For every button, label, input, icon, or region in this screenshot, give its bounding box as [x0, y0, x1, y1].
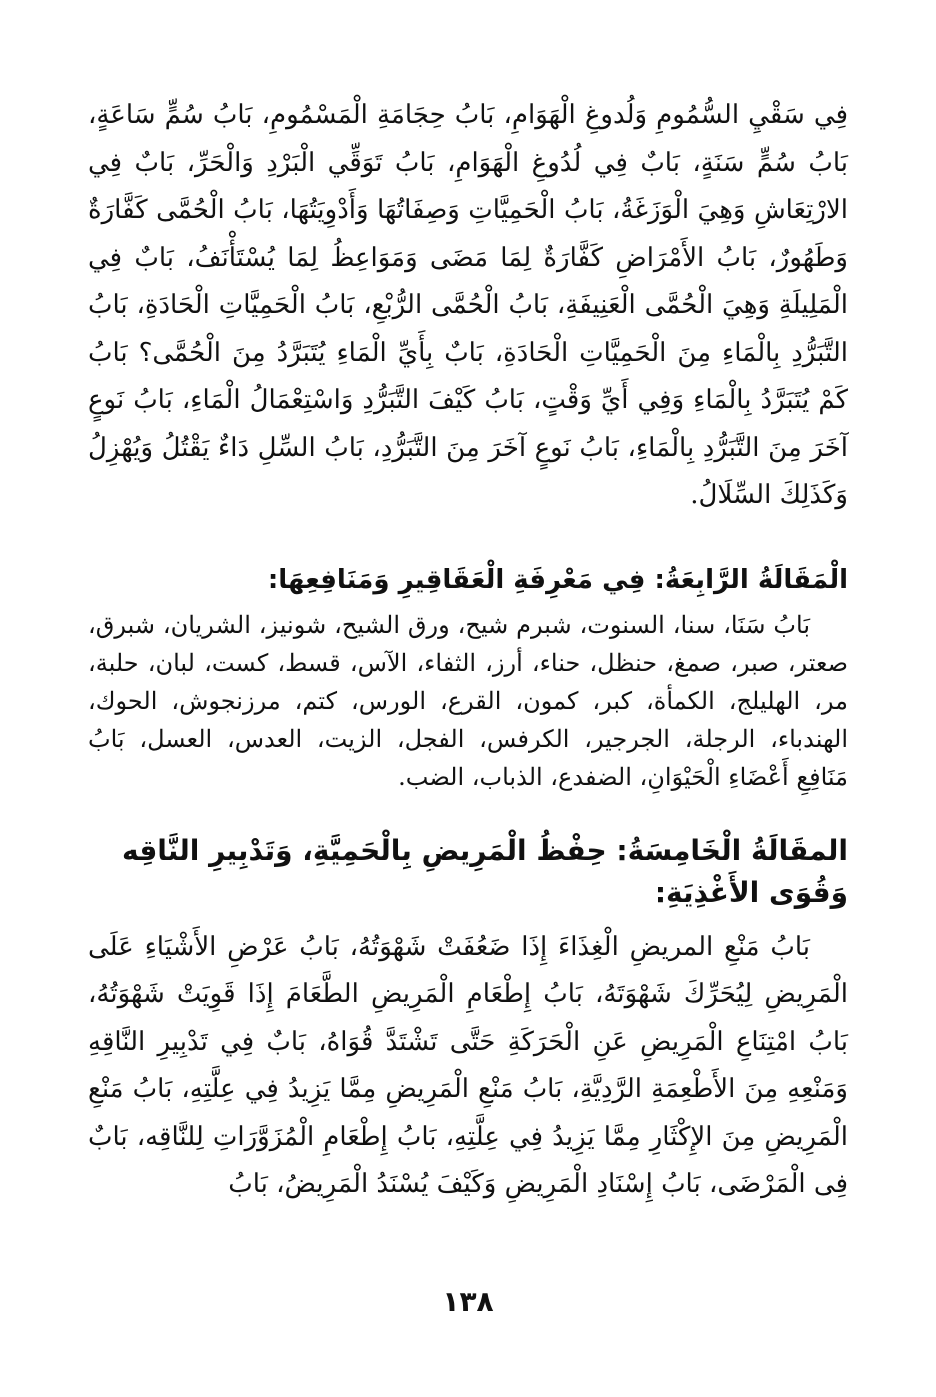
- section-4-paragraph: بَابُ سَنَا، سنا، السنوت، شبرم شيح، ورق الشيح، شونيز، الشريان، شبرق، صعتر، صبر، صمغ، حنظل، حناء، أرز، الثفاء، الآس، قسط، كست، لبان، حلبة، مر، الهليلج، الكمأة، كبر، كمون، القرع، الورس، كتم، مرزنجوش، الحوك، الهندباء، الرجلة، الجرجير، الكرفس، الفجل، الزيت، العدس، العسل، بَابُ مَنَافِعِ أَعْضَاءِ الْحَيْوَانِ، الضفدع، الذباب، الضب.: [88, 610, 848, 791]
- page-number: ١٣٨: [442, 1285, 494, 1318]
- section-5-heading: المقَالَةُ الْخَامِسَةُ: حِفْظُ الْمَرِيضِ بِالْحَمِيَّةِ، وَتَدْبِيرِ النَّاقِه وَقُوَى الأَغْذِيَةِ:: [121, 833, 848, 909]
- section-5-paragraph: بَابُ مَنْعِ المريضِ الْغِذَاءَ إِذَا ضَعُفَتْ شَهْوَتُهُ، بَابُ عَرْضِ الأَشْيَاءِ عَلَى الْمَرِيضِ لِيُحَرِّكَ شَهْوَتَهُ، بَابُ إِطْعَامِ الْمَرِيضِ الطَّعَامَ إِذَا قَوِيَتْ شَهْوَتُهُ، بَابُ امْتِنَاعِ الْمَرِيضِ عَنِ الْحَرَكَةِ حَتَّى تَشْتَدَّ قُوَاهُ، بَابٌ فِي تَدْبِيرِ النَّاقِهِ وَمَنْعِهِ مِنَ الأَطْعِمَةِ الرَّدِيَّةِ، بَابُ مَنْعِ الْمَرِيضِ مِمَّا يَزِيدُ فِي عِلَّتِهِ، بَابُ مَنْعِ الْمَرِيضِ مِنَ الإِكْثَارِ مِمَّا يَزِيدُ فِي عِلَّتِهِ، بَابُ إِطْعَامِ الْمُزَوَّرَاتِ لِلنَّاقِه، بَابٌ فِى الْمَرْضَى، بَابُ إِسْنَادِ الْمَرِيضِ وَكَيْفَ يُسْنَدُ الْمَرِيضُ، بَابُ: [88, 931, 848, 1199]
- section-3-continuation-paragraph: فِي سَقْيِ السُّمُومِ وَلُدوغِ الْهَوَامِ، بَابُ حِجَامَةِ الْمَسْمُومِ، بَابُ سُمٍّ سَاعَةٍ، بَابُ سُمٍّ سَنَةٍ، بَابٌ فِي لُدُوغِ الْهَوَامِ، بَابُ تَوَقِّي الْبَرْدِ وَالْحَرِّ، بَابٌ فِي الارْتِعَاشِ وَهِيَ الْوَزَغَةُ، بَابُ الْحَمِيَّاتِ وَصِفَاتُهَا وَأَدْوِيَتُهَا، بَابُ الْحُمَّى كَفَّارَةٌ وَطَهُورٌ، بَابُ الأَمْرَاضِ كَفَّارَةٌ لِمَا مَضَى وَمَوَاعِظُ لِمَا يُسْتَأْنَفُ، بَابٌ فِي الْمَلِيلَةِ وَهِيَ الْحُمَّى الْعَنِيفَةِ، بَابُ الْحُمَّى الرُّبْعِ، بَابُ الْحَمِيَّاتِ الْحَادَةِ، بَابُ التَّبَرُّدِ بِالْمَاءِ مِنَ الْحَمِيَّاتِ الْحَادَةِ، بَابٌ بِأَيِّ الْمَاءِ يُتَبَرَّدُ مِنَ الْحُمَّى؟ بَابُ كَمْ يُتَبَرَّدُ بِالْمَاءِ وَفِي أَيِّ وَقْتٍ، بَابُ كَيْفَ التَّبَرُّدِ وَاسْتِعْمَالُ الْمَاءِ، بَابُ نَوعٍ آخَرَ مِنَ التَّبَرُّدِ بِالْمَاءِ، بَابُ نَوعٍ آخَرَ مِنَ التَّبَرُّدِ، بَابُ السِّلِ دَاءٌ يَقْتُلُ وَيُهْزِلُ وَكَذَلِكَ السِّلَالُ.: [88, 100, 848, 510]
- page-content: [88, 92, 848, 1337]
- section-4-heading: الْمَقَالَةُ الرَّابِعَةُ: فِي مَعْرِفَةِ الْعَقَاقِيرِ وَمَنَافِعِهَا:: [267, 564, 848, 595]
